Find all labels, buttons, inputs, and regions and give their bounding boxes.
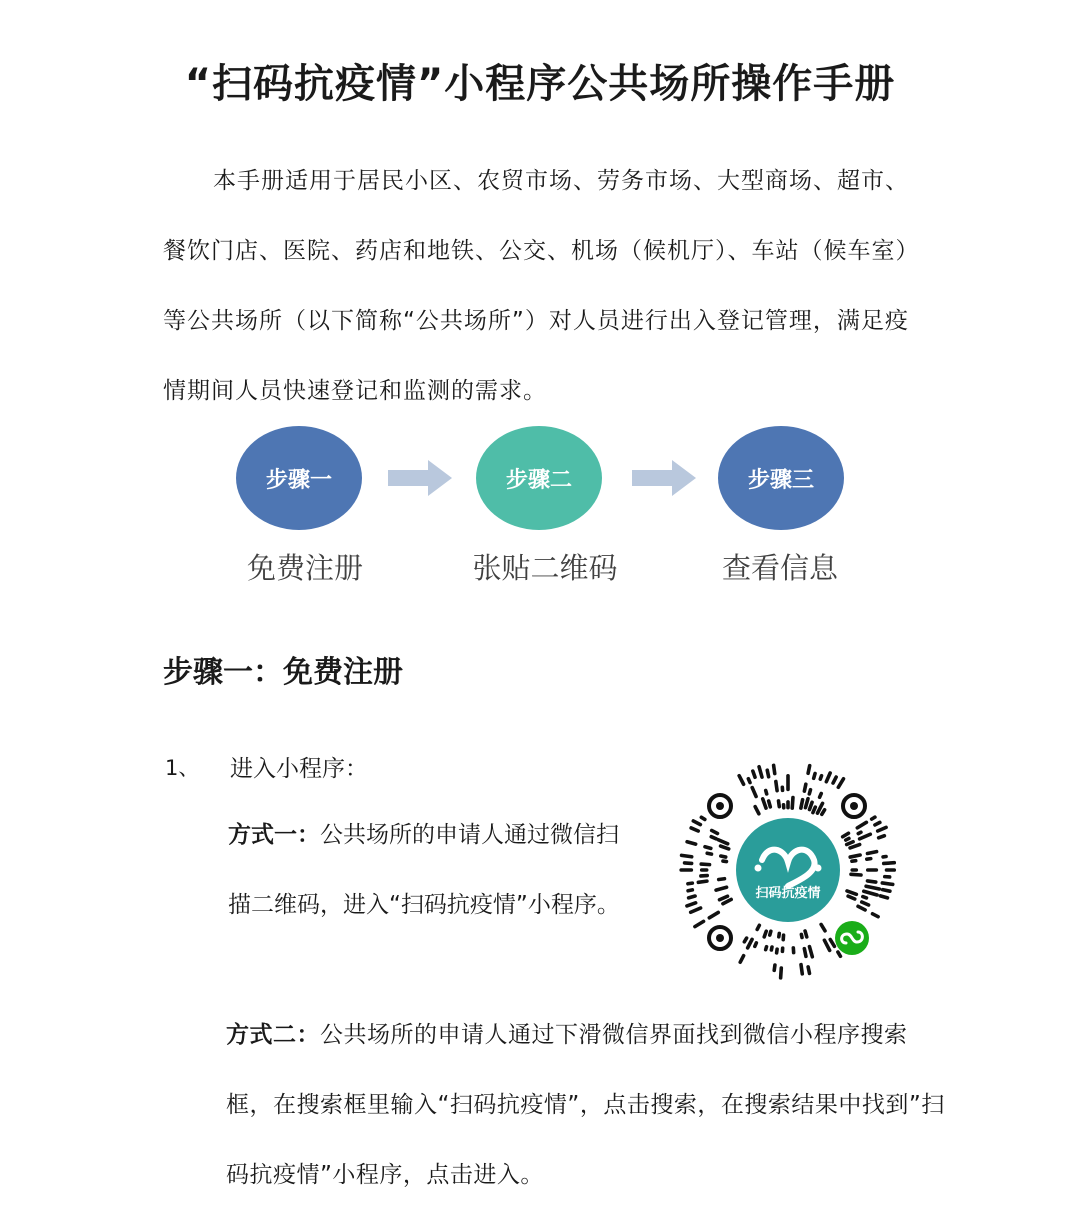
qr-ray [820,793,822,797]
qr-ray [843,833,849,837]
qr-ray [693,821,700,825]
qr-ray [826,773,830,782]
qr-ray [723,899,731,903]
qr-ray [701,864,709,865]
qr-ray [882,883,892,884]
qr-ray [820,776,821,779]
qr-ray [805,799,808,808]
qr-ray [860,834,871,839]
qr-ray [804,949,806,957]
qr-ray [801,934,802,937]
qr-ray [857,822,866,828]
qr-ray [688,883,692,884]
arrow-right-icon [632,460,696,496]
qr-ray [777,949,778,953]
qr-ray [764,931,766,937]
arrow-right-icon [388,460,452,496]
qr-ray [752,788,756,797]
item-number: 1、 [165,752,199,782]
item-title: 进入小程序： [230,750,368,783]
qr-ray [721,856,726,857]
intro-text: 本手册适用于居民小区、农贸市场、劳务市场、大型商场、超市、餐饮门店、医院、药店和地铁、公交、机场（候机厅）、车站（候车室）等公共场所（以下简称“公共场所”）对人员进行出入登记管理，满足疫情期间人员快速登记和监测的需求。 [163,168,920,404]
mini-program-qr-code[interactable] [676,760,896,980]
qr-ray [774,765,775,773]
qr-ray [748,939,752,948]
qr-ray [766,791,767,794]
step-two-label: 张贴二维码 [445,546,645,587]
qr-ray [755,943,757,947]
qr-finder-top-right [843,795,865,817]
qr-ray [872,817,875,819]
qr-ray [878,827,886,831]
qr-ray [779,801,780,807]
qr-ray [847,891,856,894]
qr-ray [701,817,704,819]
qr-ray [689,896,695,898]
step-three-circle: 步骤三 [718,426,844,530]
method-one-text: 公共场所的申请人通过微信扫描二维码，进入“扫码抗疫情”小程序。 [228,822,620,918]
qr-ray [757,925,759,929]
qr-ray [740,956,743,962]
qr-ray [801,800,803,808]
qr-ray [862,902,869,905]
qr-ray [711,837,716,839]
qr-ray [769,801,771,807]
qr-ray [848,896,855,899]
method-two-label: 方式二： [226,1022,320,1048]
qr-ray [687,842,696,844]
qr-ray [721,846,729,849]
qr-ray [707,853,711,854]
qr-ray [766,947,767,950]
qr-ray [763,799,766,808]
qr-ray [705,847,711,849]
wechat-mini-program-icon [835,921,869,955]
qr-ray [805,931,807,937]
qr-ray [821,924,825,930]
qr-ray [709,912,718,917]
qr-ray [718,840,727,844]
qr-ray [801,965,802,974]
qr-ray [858,906,865,910]
qr-ray [830,940,834,947]
qr-ray [838,952,841,956]
qr-ray [716,887,727,890]
method-two-text: 公共场所的申请人通过下滑微信界面找到微信小程序搜索框，在搜索框里输入“扫码抗疫情”，点击搜索，在搜索结果中找到”扫码抗疫情”小程序，点击进入。 [226,1022,945,1188]
qr-ray [863,897,867,898]
qr-ray [712,830,718,833]
qr-ray [771,947,772,950]
qr-ray [809,790,810,794]
qr-ray [864,891,877,895]
qr-ray [774,965,775,970]
qr-ray [753,771,755,777]
qr-ray [770,931,771,935]
page-title: “扫码抗疫情”小程序公共场所操作手册 [0,52,1080,109]
qr-ray [767,770,768,777]
qr-ray [813,807,815,812]
qr-ray [720,896,728,899]
qr-ray [873,914,879,917]
qr-ray [847,842,853,845]
qr-ray [851,874,861,875]
intro-paragraph [163,146,923,426]
qr-ray [809,802,812,809]
qr-ray [852,861,856,862]
qr-ray [808,967,809,974]
qr-ray [759,767,762,777]
qr-ray [822,810,825,815]
method-one-label: 方式一： [228,822,320,848]
qr-ray [776,781,777,790]
qr-ray [748,779,750,783]
step-one-circle: 步骤一 [236,426,362,530]
qr-ray [739,776,743,785]
qr-finder-bottom-left [709,927,731,949]
qr-ray [687,903,696,906]
qr-ray [883,890,890,892]
qr-ray [850,855,860,857]
qr-ray [814,773,815,778]
method-one-paragraph [228,800,638,940]
step-three-label: 查看信息 [680,546,880,587]
qr-ray [744,938,746,942]
qr-ray [781,968,782,978]
qr-ray [867,859,871,860]
qr-ray [809,947,812,957]
qr-ray [858,832,861,833]
qr-ray [695,921,704,926]
step-one-label: 免费注册 [205,546,405,587]
qr-ray [879,836,885,838]
qr-ray [792,798,793,809]
qr-ray [880,896,887,898]
qr-ray [755,807,759,814]
step-two-circle: 步骤二 [476,426,602,530]
qr-ray [850,845,860,848]
qr-ray [867,881,875,882]
method-two-paragraph [226,1000,946,1210]
qr-ray [833,777,836,783]
qr-ray [838,779,843,787]
section-heading: 步骤一：免费注册 [163,647,403,691]
qr-ray [804,784,805,791]
qr-ray [846,838,849,840]
qr-ray [867,852,876,854]
qr-ray [691,908,701,912]
qr-finder-top-left [709,795,731,817]
qr-logo-text: 扫码抗疫情 [755,885,820,901]
qr-ray [875,822,880,825]
qr-ray [808,766,810,774]
qr-ray [884,863,895,864]
qr-ray [691,828,698,831]
qr-ray [719,879,725,880]
qr-ray [698,881,707,882]
qr-ray [682,855,692,856]
qr-ray [824,940,829,950]
qr-ray [688,890,692,891]
qr-ray [866,886,879,889]
